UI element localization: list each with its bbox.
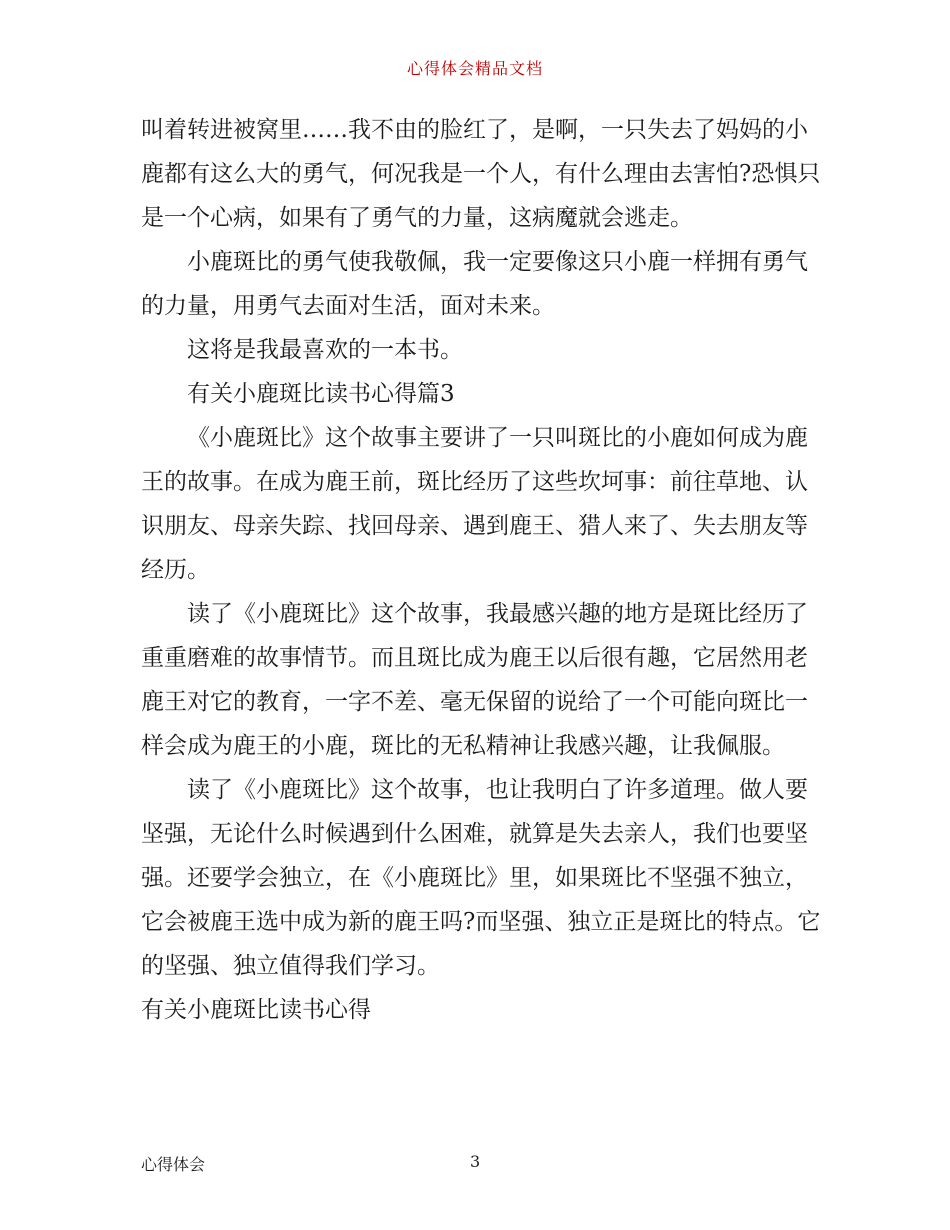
paragraph-lessons: 读了《小鹿斑比》这个故事，也让我明白了许多道理。做人要坚强，无论什么时候遇到什么困难，就算是失去亲人，我们也要坚强。还要学会独立，在《小鹿斑比》里，如果斑比不坚强不独立，它会被鹿王选中成为新的鹿王吗?而坚强、独立正是斑比的特点。它的坚强、独立值得我们学习。 [141, 777, 821, 979]
paragraph-admiration: 小鹿斑比的勇气使我敬佩，我一定要像这只小鹿一样拥有勇气的力量，用勇气去面对生活，面对未来。 [141, 249, 808, 319]
paragraph-favorite-book: 这将是我最喜欢的一本书。 [187, 337, 463, 363]
closing-title: 有关小鹿斑比读书心得 [141, 997, 371, 1023]
paragraph-continued: 叫着转进被窝里……我不由的脸红了，是啊，一只失去了妈妈的小鹿都有这么大的勇气，何况我是一个人，有什么理由去害怕?恐惧只是一个心病，如果有了勇气的力量，这病魔就会逃走。 [141, 117, 821, 231]
footer-label: 心得体会 [141, 1155, 206, 1174]
paragraph-interest: 读了《小鹿斑比》这个故事，我最感兴趣的地方是斑比经历了重重磨难的故事情节。而且斑比成为鹿王以后很有趣，它居然用老鹿王对它的教育，一字不差、毫无保留的说给了一个可能向斑比一样会成为鹿王的小鹿，斑比的无私精神让我感兴趣，让我佩服。 [141, 601, 808, 759]
document-header-title: 心得体会精品文档 [406, 59, 543, 78]
paragraph-story-summary: 《小鹿斑比》这个故事主要讲了一只叫斑比的小鹿如何成为鹿王的故事。在成为鹿王前，斑比经历了这些坎坷事：前往草地、认识朋友、母亲失踪、找回母亲、遇到鹿王、猎人来了、失去朋友等经历。 [141, 425, 808, 583]
document-body [141, 108, 821, 1032]
section-heading-part-3: 有关小鹿斑比读书心得篇3 [187, 381, 455, 407]
page-number: 3 [470, 1152, 481, 1171]
